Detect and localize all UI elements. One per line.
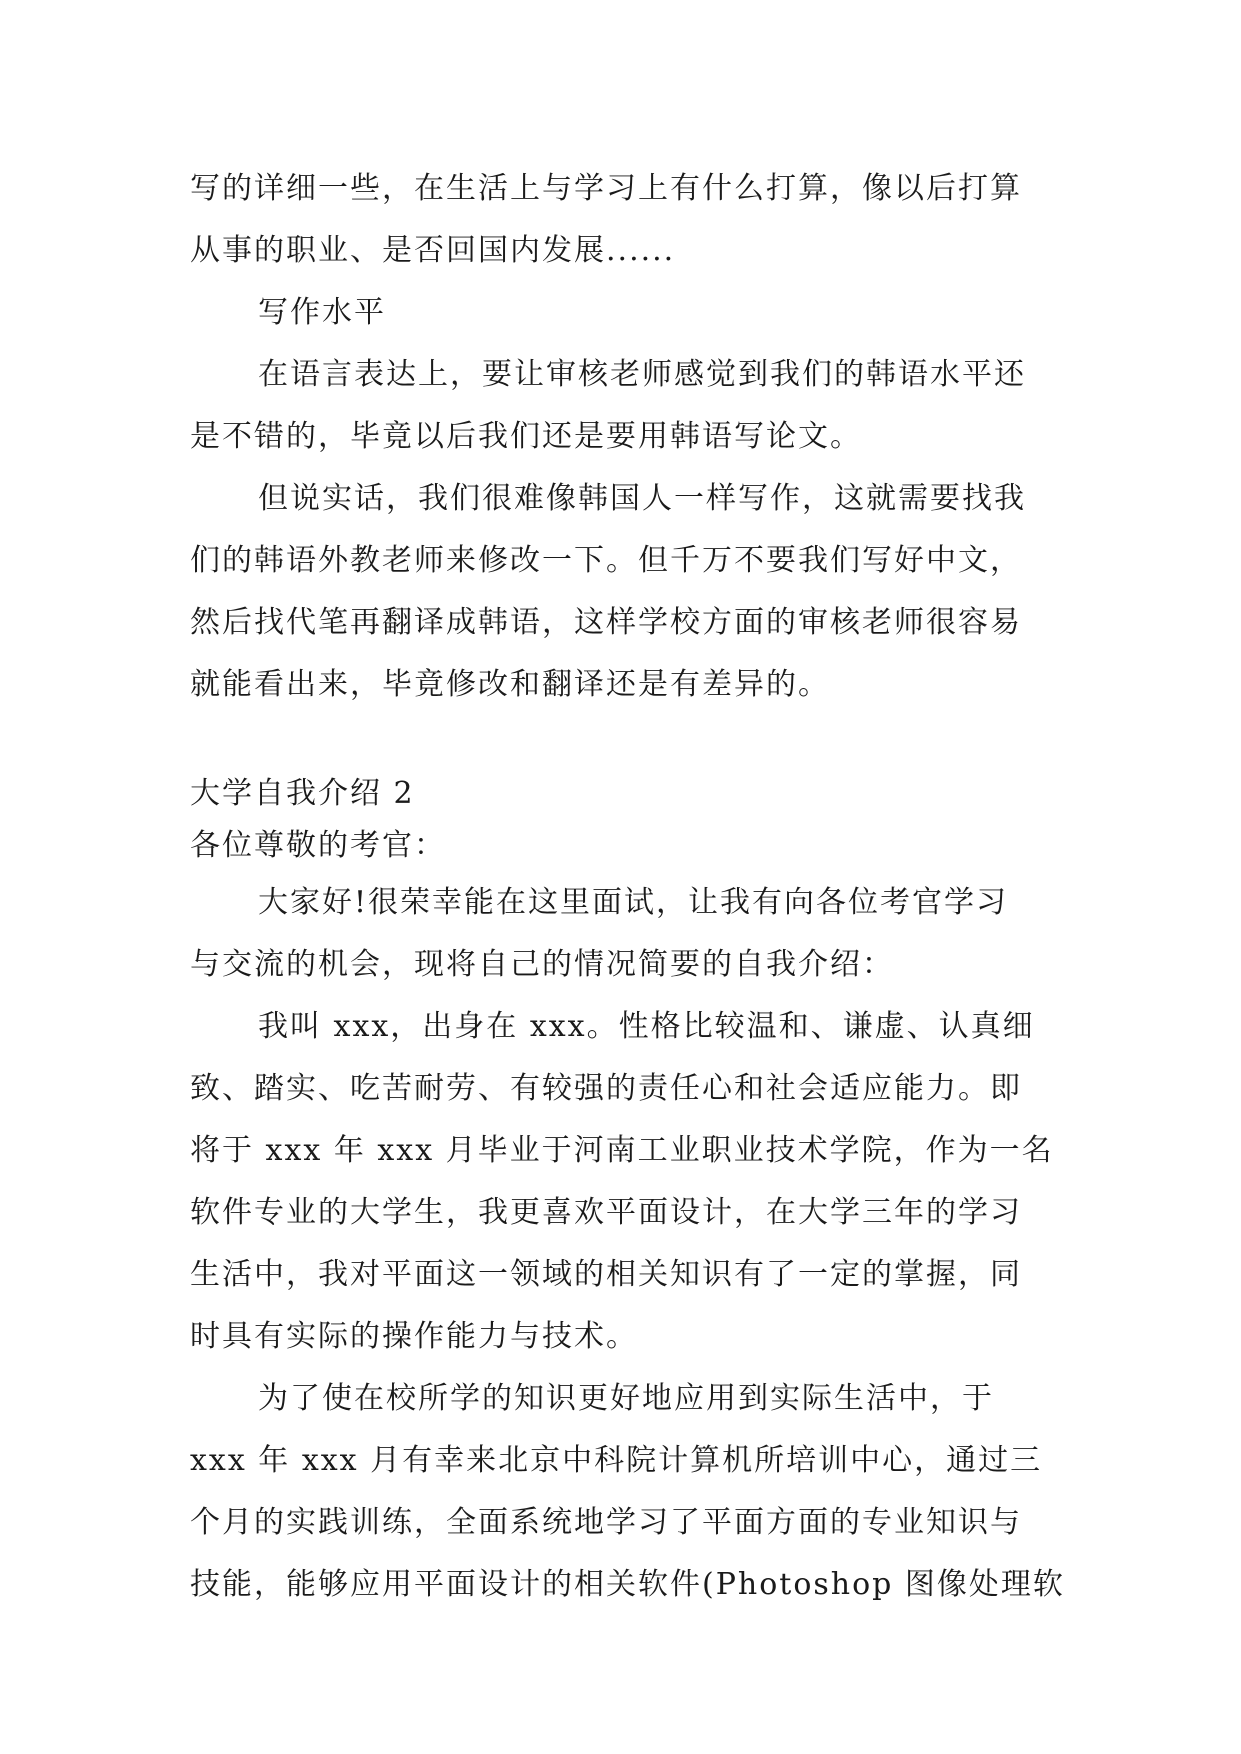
text-line: 就能看出来，毕竟修改和翻译还是有差异的。 — [190, 667, 830, 702]
text-line: 但说实话，我们很难像韩国人一样写作，这就需要找我 — [258, 481, 1026, 516]
text-line: 个月的实践训练，全面系统地学习了平面方面的专业知识与 — [190, 1505, 1022, 1540]
text-line: 为了使在校所学的知识更好地应用到实际生活中，于 — [258, 1381, 994, 1416]
text-line: 是不错的，毕竟以后我们还是要用韩语写论文。 — [190, 419, 862, 454]
text-line: 软件专业的大学生，我更喜欢平面设计，在大学三年的学习 — [190, 1195, 1022, 1230]
text-line: 大家好!很荣幸能在这里面试，让我有向各位考官学习 — [258, 885, 1009, 920]
text-line: 生活中，我对平面这一领域的相关知识有了一定的掌握，同 — [190, 1257, 1022, 1292]
text-line: 与交流的机会，现将自己的情况简要的自我介绍： — [190, 947, 894, 982]
text-line: 致、踏实、吃苦耐劳、有较强的责任心和社会适应能力。即 — [190, 1071, 1022, 1106]
text-line: 在语言表达上，要让审核老师感觉到我们的韩语水平还 — [258, 357, 1026, 392]
subheading: 写作水平 — [258, 295, 386, 330]
document-body — [190, 158, 1065, 1616]
section-gap — [190, 716, 1050, 768]
text-line: 们的韩语外教老师来修改一下。但千万不要我们写好中文， — [190, 543, 1022, 578]
salutation: 各位尊敬的考官： — [190, 828, 446, 863]
text-line: xxx 年 xxx 月有幸来北京中科院计算机所培训中心，通过三 — [190, 1443, 1043, 1478]
text-line: 将于 xxx 年 xxx 月毕业于河南工业职业技术学院，作为一名 — [190, 1133, 1054, 1168]
text-line: 技能，能够应用平面设计的相关软件(Photoshop 图像处理软 — [190, 1567, 1065, 1602]
text-line: 时具有实际的操作能力与技术。 — [190, 1319, 638, 1354]
text-line: 写的详细一些，在生活上与学习上有什么打算，像以后打算 — [190, 171, 1022, 206]
text-line: 我叫 xxx，出身在 xxx。性格比较温和、谦虚、认真细 — [258, 1009, 1035, 1044]
text-line: 然后找代笔再翻译成韩语，这样学校方面的审核老师很容易 — [190, 605, 1022, 640]
section-title: 大学自我介绍 2 — [190, 776, 415, 811]
text-line: 从事的职业、是否回国内发展...... — [190, 233, 676, 268]
